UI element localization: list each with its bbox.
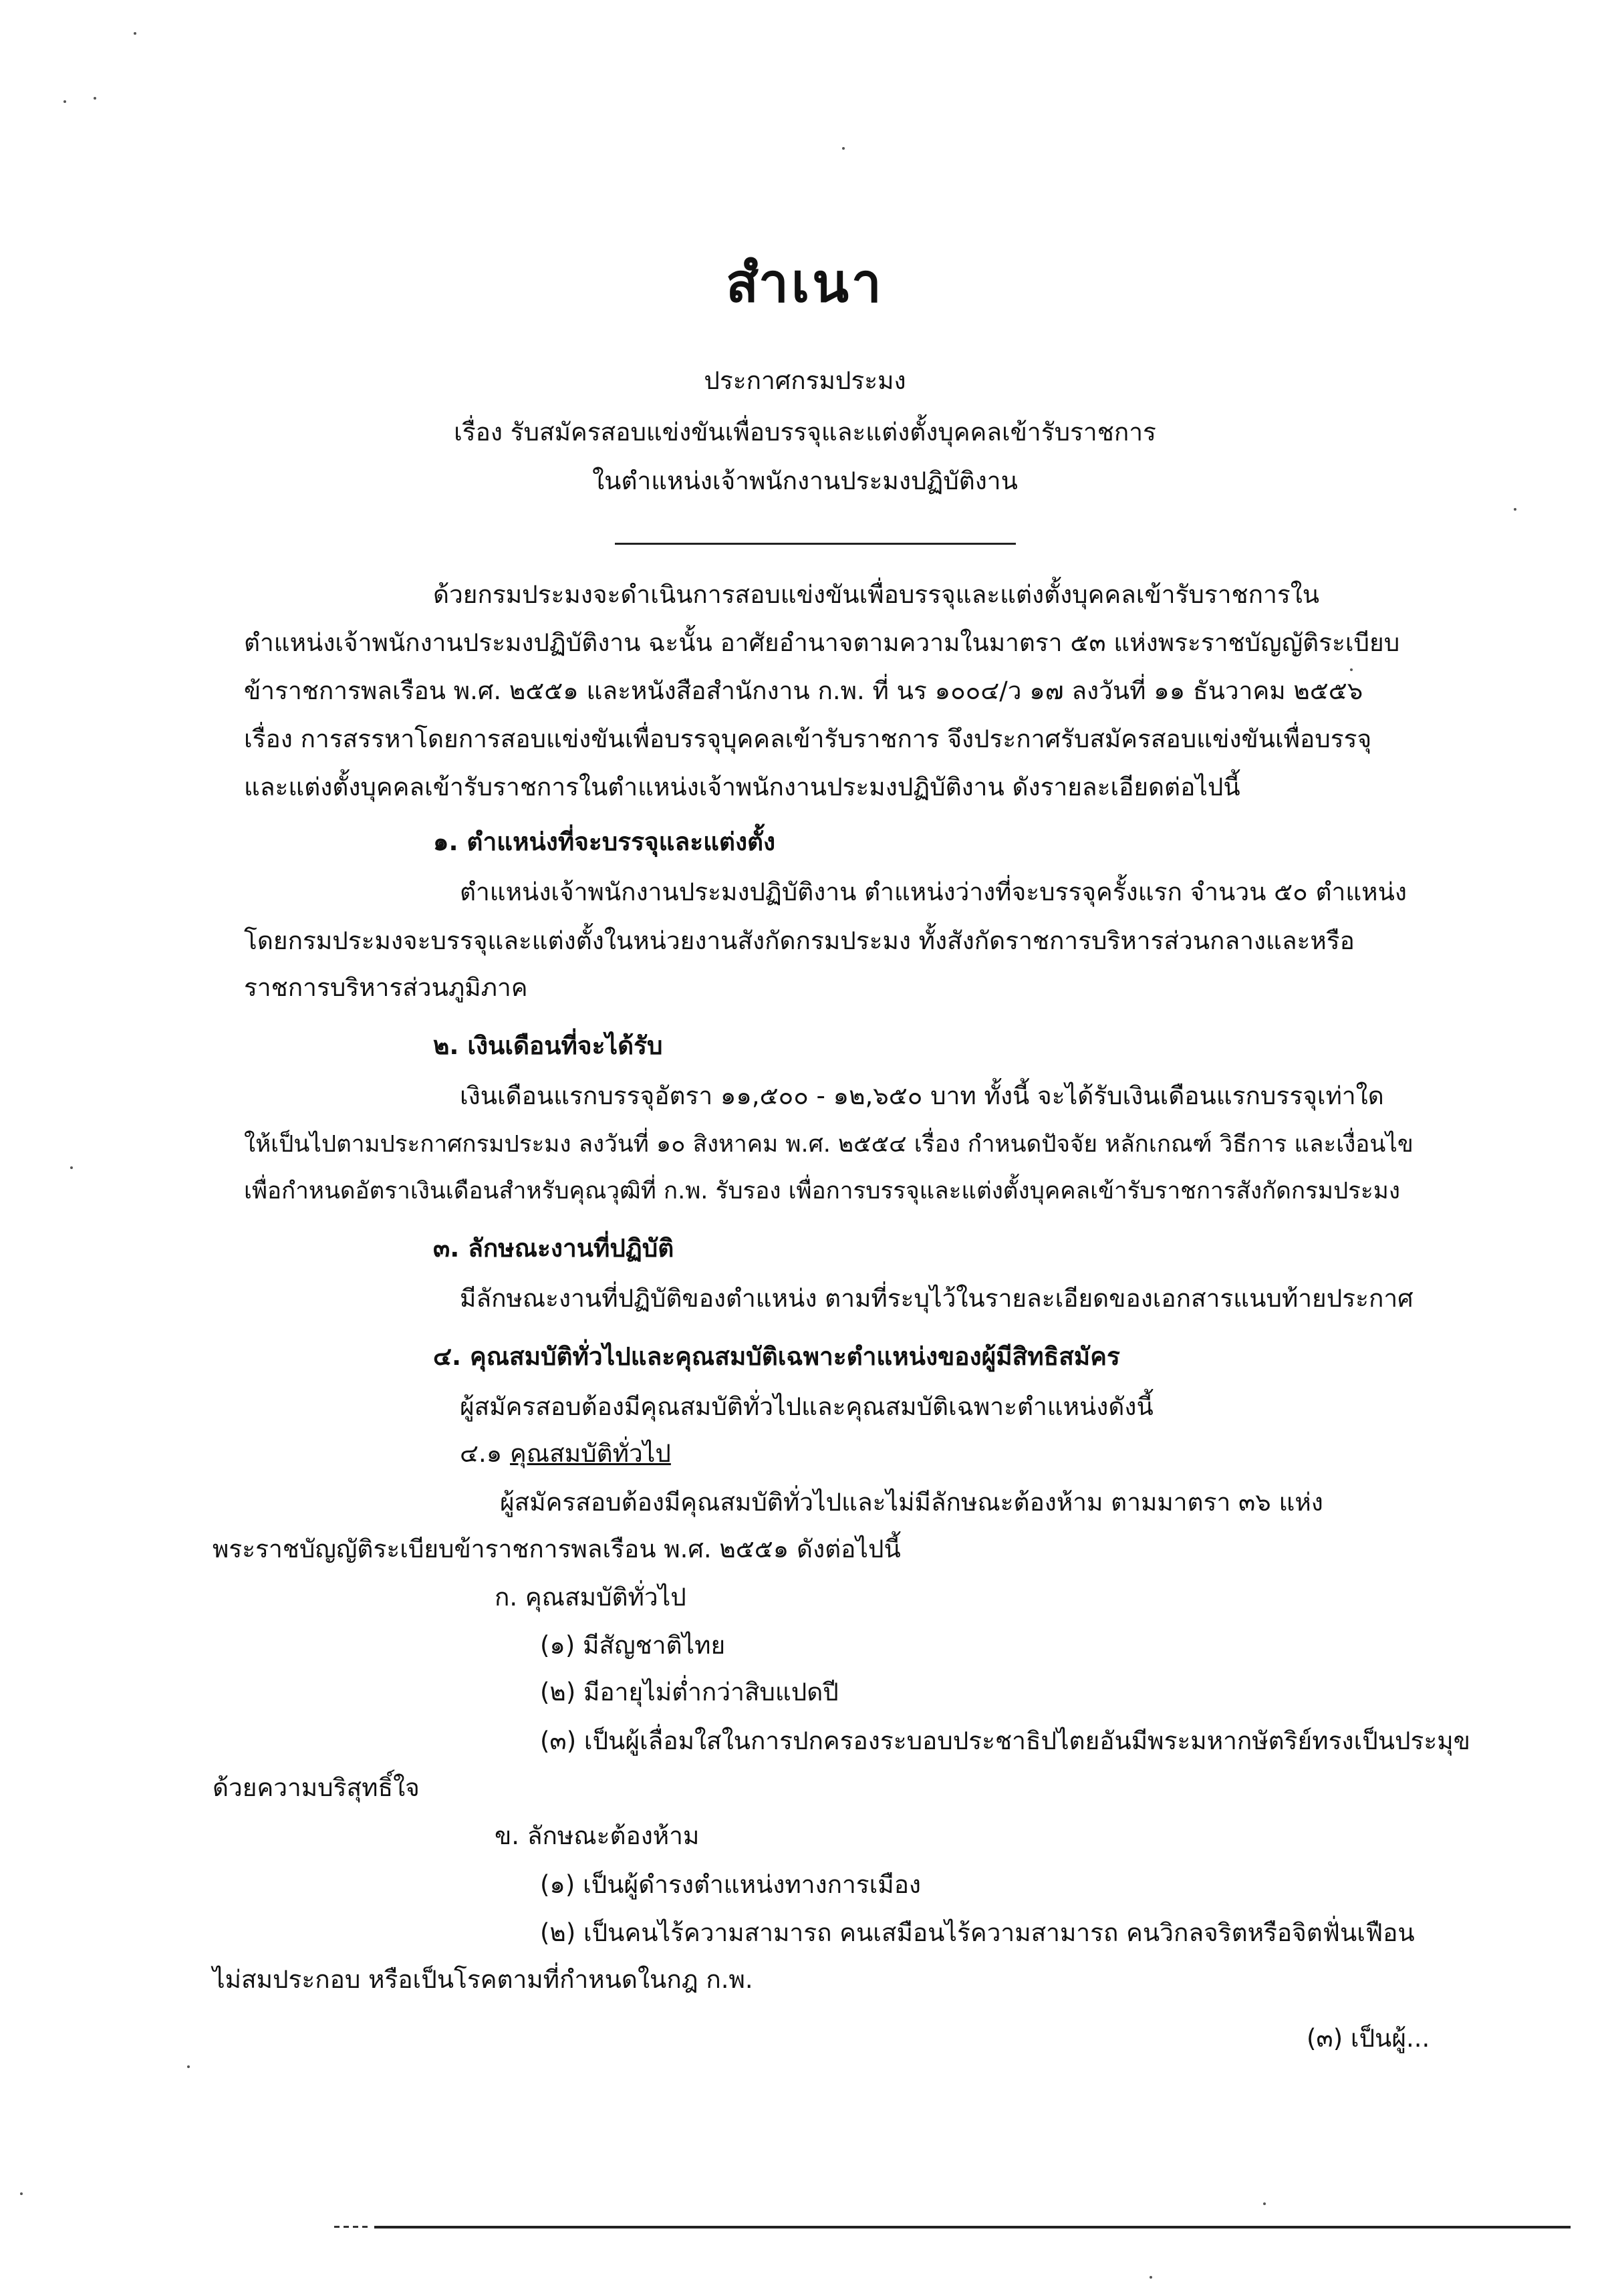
footer-rule: [374, 2226, 1571, 2228]
section-1-title: ๑. ตำแหน่งที่จะบรรจุและแต่งตั้ง: [433, 827, 776, 856]
section-4-1-number: ๔.๑: [460, 1439, 503, 1468]
scan-speck: [187, 2065, 190, 2068]
group-a-item-2: (๒) มีอายุไม่ต่ำกว่าสิบแปดปี: [540, 1678, 839, 1706]
group-b-item-2: (๒) เป็นคนไร้ความสามารถ คนเสมือนไร้ความสามารถ คนวิกลจริตหรือจิตฟั่นเฟือน: [540, 1918, 1415, 1947]
scan-speck: [70, 1166, 73, 1169]
scan-speck: [20, 2192, 23, 2195]
group-b-item-2-continued: ไม่สมประกอบ หรือเป็นโรคตามที่กำหนดในกฎ ก.พ.: [213, 1965, 753, 1994]
intro-line-4: เรื่อง การสรรหาโดยการสอบแข่งขันเพื่อบรรจุบุคคลเข้ารับราชการ จึงประกาศรับสมัครสอบแข่งขันเพื่อบรรจุ: [244, 725, 1372, 753]
group-a-item-3-continued: ด้วยความบริสุทธิ์ใจ: [213, 1773, 420, 1802]
intro-line-3: ข้าราชการพลเรือน พ.ศ. ๒๕๕๑ และหนังสือสำนักงาน ก.พ. ที่ นร ๑๐๐๔/ว ๑๗ ลงวันที่ ๑๑ ธันวาคม ๒๕๕๖: [244, 676, 1363, 705]
announcement-position: ในตำแหน่งเจ้าพนักงานประมงปฏิบัติงาน: [592, 467, 1018, 495]
section-4-title: ๔. คุณสมบัติทั่วไปและคุณสมบัติเฉพาะตำแหน่งของผู้มีสิทธิสมัคร: [433, 1342, 1120, 1371]
scan-speck: [1263, 2202, 1266, 2205]
section-4-1-line-2: พระราชบัญญัติระเบียบข้าราชการพลเรือน พ.ศ. ๒๕๕๑ ดังต่อไปนี้: [213, 1535, 901, 1563]
copy-stamp: สำเนา: [726, 251, 884, 314]
section-4-lead: ผู้สมัครสอบต้องมีคุณสมบัติทั่วไปและคุณสมบัติเฉพาะตำแหน่งดังนี้: [460, 1392, 1154, 1421]
intro-line-5: และแต่งตั้งบุคคลเข้ารับราชการในตำแหน่งเจ้าพนักงานประมงปฏิบัติงาน ดังรายละเอียดต่อไปนี้: [244, 773, 1240, 801]
group-b-item-1: (๑) เป็นผู้ดำรงตำแหน่งทางการเมือง: [540, 1870, 921, 1899]
section-2-line-3: เพื่อกำหนดอัตราเงินเดือนสำหรับคุณวุฒิที่ ก.พ. รับรอง เพื่อการบรรจุและแต่งตั้งบุคคลเข้ารับราชการสังกัดกรมประมง: [244, 1178, 1400, 1204]
announcement-issuer: ประกาศกรมประมง: [704, 366, 906, 395]
intro-line-2: ตำแหน่งเจ้าพนักงานประมงปฏิบัติงาน ฉะนั้น อาศัยอำนาจตามความในมาตรา ๕๓ แห่งพระราชบัญญัติระเบียบ: [244, 628, 1400, 657]
page-continuation: (๓) เป็นผู้...: [1307, 2024, 1430, 2053]
scan-speck: [134, 32, 136, 35]
scan-speck: [842, 147, 845, 150]
section-1-line-1: ตำแหน่งเจ้าพนักงานประมงปฏิบัติงาน ตำแหน่งว่างที่จะบรรจุครั้งแรก จำนวน ๕๐ ตำแหน่ง: [460, 878, 1407, 906]
intro-line-1: ด้วยกรมประมงจะดำเนินการสอบแข่งขันเพื่อบรรจุและแต่งตั้งบุคคลเข้ารับราชการใน: [433, 580, 1320, 609]
section-2-line-1: เงินเดือนแรกบรรจุอัตรา ๑๑,๕๐๐ - ๑๒,๖๕๐ บาท ทั้งนี้ จะได้รับเงินเดือนแรกบรรจุเท่าใด: [460, 1081, 1384, 1110]
group-b-title: ข. ลักษณะต้องห้าม: [495, 1821, 700, 1850]
scan-speck: [94, 97, 96, 100]
section-2-line-2: ให้เป็นไปตามประกาศกรมประมง ลงวันที่ ๑๐ สิงหาคม พ.ศ. ๒๕๕๔ เรื่อง กำหนดปัจจัย หลักเกณฑ์ วิธีการ และเงื่อนไข: [244, 1131, 1414, 1158]
group-a-item-1: (๑) มีสัญชาติไทย: [540, 1631, 726, 1660]
scan-speck: [1150, 2276, 1152, 2279]
section-3-line-1: มีลักษณะงานที่ปฏิบัติของตำแหน่ง ตามที่ระบุไว้ในรายละเอียดของเอกสารแนบท้ายประกาศ: [460, 1284, 1414, 1313]
section-3-title: ๓. ลักษณะงานที่ปฏิบัติ: [433, 1234, 674, 1263]
section-1-line-3: ราชการบริหารส่วนภูมิภาค: [244, 973, 528, 1002]
section-4-1-line-1: ผู้สมัครสอบต้องมีคุณสมบัติทั่วไปและไม่มีลักษณะต้องห้าม ตามมาตรา ๓๖ แห่ง: [500, 1488, 1323, 1517]
announcement-subject: เรื่อง รับสมัครสอบแข่งขันเพื่อบรรจุและแต่งตั้งบุคคลเข้ารับราชการ: [454, 418, 1156, 447]
scan-speck: [1514, 508, 1516, 511]
heading-divider: [615, 543, 1016, 545]
footer-dashes: [334, 2226, 368, 2228]
scan-speck: [1350, 668, 1353, 671]
group-a-title: ก. คุณสมบัติทั่วไป: [495, 1583, 686, 1612]
group-a-item-3: (๓) เป็นผู้เลื่อมใสในการปกครองระบอบประชาธิปไตยอันมีพระมหากษัตริย์ทรงเป็นประมุข: [540, 1727, 1470, 1755]
scan-speck: [63, 100, 66, 103]
section-4-1-heading: [460, 1437, 671, 1471]
section-4-1-title: คุณสมบัติทั่วไป: [510, 1439, 671, 1468]
section-2-title: ๒. เงินเดือนที่จะได้รับ: [433, 1031, 663, 1060]
section-1-line-2: โดยกรมประมงจะบรรจุและแต่งตั้งในหน่วยงานสังกัดกรมประมง ทั้งสังกัดราชการบริหารส่วนกลางและหรือ: [244, 926, 1355, 955]
